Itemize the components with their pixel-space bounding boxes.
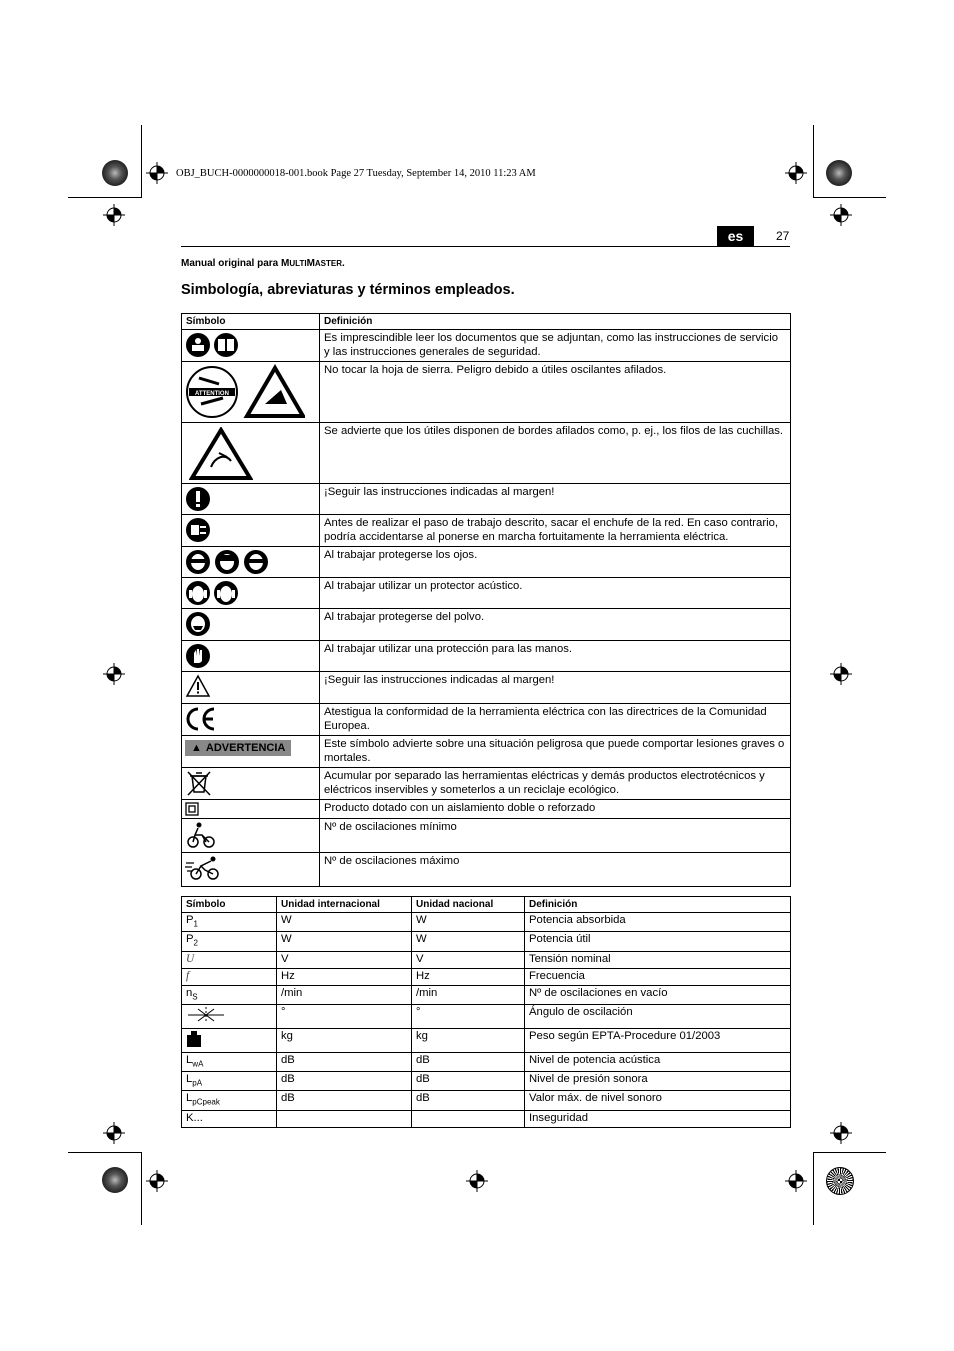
- table-row: [182, 704, 791, 736]
- table-row: [182, 853, 791, 887]
- column-header: Unidad internacional: [277, 897, 412, 913]
- definition-cell: Valor máx. de nivel sonoro: [525, 1091, 791, 1110]
- definition-cell: Frecuencia: [525, 968, 791, 985]
- definition-cell: ¡Seguir las instrucciones indicadas al margen!: [320, 672, 791, 704]
- registration-mark-icon: [103, 204, 125, 226]
- symbol-cell: [182, 1004, 277, 1028]
- table-row: [182, 578, 791, 609]
- attention-blade-icon: [185, 364, 305, 420]
- table-row: [182, 1072, 791, 1091]
- table-row: [182, 484, 791, 515]
- double-insulation-icon: [185, 802, 199, 816]
- symbol-cell: $L_{pA}$: [182, 1072, 277, 1091]
- symbol-cell: U: [182, 951, 277, 968]
- national-unit-cell: /min: [412, 985, 525, 1004]
- definition-cell: Nº de oscilaciones en vacío: [525, 985, 791, 1004]
- definition-cell: Tensión nominal: [525, 951, 791, 968]
- dust-mask-icon: [185, 611, 211, 637]
- page-number: 27: [776, 229, 790, 243]
- definition-cell: No tocar la hoja de sierra. Peligro debido a útiles oscilantes afilados.: [320, 362, 791, 423]
- column-header: Símbolo: [182, 897, 277, 913]
- table-row: [182, 985, 791, 1004]
- definition-cell: Peso según EPTA-Procedure 01/2003: [525, 1028, 791, 1052]
- definition-cell: Potencia útil: [525, 932, 791, 951]
- color-bar-gray-icon: [102, 160, 128, 186]
- national-unit-cell: dB: [412, 1052, 525, 1071]
- crossed-bin-icon: [185, 770, 213, 796]
- intl-unit-cell: Hz: [277, 968, 412, 985]
- table-row: [182, 968, 791, 985]
- intl-unit-cell: W: [277, 932, 412, 951]
- table-header-row: [182, 314, 791, 330]
- definition-cell: Potencia absorbida: [525, 913, 791, 932]
- national-unit-cell: V: [412, 951, 525, 968]
- column-header: Definición: [320, 314, 791, 330]
- table-row: [182, 330, 791, 362]
- national-unit-cell: dB: [412, 1091, 525, 1110]
- header-rule: [181, 246, 790, 247]
- table-row: [182, 362, 791, 423]
- advertencia-label: ▲ ADVERTENCIA: [185, 740, 291, 756]
- table-row: [182, 913, 791, 932]
- read-manual-icon: [185, 332, 241, 358]
- national-unit-cell: kg: [412, 1028, 525, 1052]
- definition-cell: Al trabajar protegerse los ojos.: [320, 547, 791, 578]
- intl-unit-cell: dB: [277, 1091, 412, 1110]
- star-target-icon: [826, 1167, 854, 1195]
- exclamation-icon: [185, 486, 211, 512]
- symbol-cell: $n_S$: [182, 985, 277, 1004]
- ce-mark-icon: [185, 706, 217, 732]
- warning-triangle-icon: [185, 674, 211, 698]
- table-row: [182, 672, 791, 704]
- registration-mark-icon: [830, 663, 852, 685]
- symbol-cell: $L_{pCpeak}$: [182, 1091, 277, 1110]
- registration-mark-icon: [103, 1122, 125, 1144]
- definition-cell: Atestigua la conformidad de la herramienta eléctrica con las directrices de la Comunidad Europea.: [320, 704, 791, 736]
- table-row: [182, 423, 791, 484]
- table-row: [182, 547, 791, 578]
- national-unit-cell: W: [412, 932, 525, 951]
- intl-unit-cell: V: [277, 951, 412, 968]
- hearing-protection-icon: [185, 580, 241, 606]
- intl-unit-cell: dB: [277, 1052, 412, 1071]
- definition-cell: Producto dotado con un aislamiento doble o reforzado: [320, 800, 791, 819]
- definition-cell: Nivel de presión sonora: [525, 1072, 791, 1091]
- warning-triangle-icon: ▲: [191, 742, 202, 754]
- intl-unit-cell: /min: [277, 985, 412, 1004]
- definition-cell: Al trabajar protegerse del polvo.: [320, 609, 791, 641]
- registration-mark-icon: [830, 204, 852, 226]
- definition-cell: Es imprescindible leer los documentos que se adjuntan, como las instrucciones de servicio y las instrucciones generales de seguridad.: [320, 330, 791, 362]
- fast-cyclist-icon: [185, 855, 221, 881]
- table-row: [182, 641, 791, 672]
- sharp-edge-warning-icon: [189, 427, 253, 481]
- definition-cell: Inseguridad: [525, 1110, 791, 1127]
- table-row: [182, 609, 791, 641]
- page-title: Simbología, abreviaturas y términos empleados.: [181, 282, 515, 298]
- registration-mark-icon: [466, 1170, 488, 1192]
- table-row: [182, 951, 791, 968]
- definition-cell: Al trabajar utilizar una protección para las manos.: [320, 641, 791, 672]
- national-unit-cell: [412, 1110, 525, 1127]
- eye-protection-icon: [185, 549, 269, 575]
- file-info-line: OBJ_BUCH-0000000018-001.book Page 27 Tuesday, September 14, 2010 11:23 AM: [176, 168, 536, 179]
- table-row: [182, 1091, 791, 1110]
- definition-cell: Al trabajar utilizar un protector acústico.: [320, 578, 791, 609]
- registration-mark-icon: [830, 1122, 852, 1144]
- symbol-cell: [182, 1028, 277, 1052]
- intl-unit-cell: kg: [277, 1028, 412, 1052]
- definition-cell: Este símbolo advierte sobre una situación peligrosa que puede comportar lesiones graves o mortales.: [320, 736, 791, 768]
- symbol-cell: $P_2$: [182, 932, 277, 951]
- column-header: Unidad nacional: [412, 897, 525, 913]
- symbol-cell: f: [182, 968, 277, 985]
- table-header-row: [182, 897, 791, 913]
- definition-cell: ¡Seguir las instrucciones indicadas al margen!: [320, 484, 791, 515]
- definition-cell: Nivel de potencia acústica: [525, 1052, 791, 1071]
- registration-mark-icon: [785, 1170, 807, 1192]
- registration-mark-icon: [146, 162, 168, 184]
- definition-cell: Nº de oscilaciones máximo: [320, 853, 791, 887]
- table-row: [182, 932, 791, 951]
- table-row: [182, 768, 791, 800]
- intl-unit-cell: °: [277, 1004, 412, 1028]
- weight-icon: [186, 1030, 202, 1048]
- national-unit-cell: W: [412, 913, 525, 932]
- column-header: Símbolo: [182, 314, 320, 330]
- registration-mark-icon: [103, 663, 125, 685]
- symbol-cell: K...: [182, 1110, 277, 1127]
- definition-cell: Se advierte que los útiles disponen de bordes afilados como, p. ej., los filos de las cuchillas.: [320, 423, 791, 484]
- intl-unit-cell: dB: [277, 1072, 412, 1091]
- symbol-cell: $L_{wA}$: [182, 1052, 277, 1071]
- color-bar-gray-icon: [102, 1167, 128, 1193]
- svg-text:ATTENTION: ATTENTION: [195, 391, 229, 397]
- symbols-table: [181, 313, 791, 887]
- definition-cell: Nº de oscilaciones mínimo: [320, 819, 791, 853]
- definition-cell: Antes de realizar el paso de trabajo descrito, sacar el enchufe de la red. En caso contrario, podría accidentarse al ponerse en marcha fortuitamente la herramienta eléctrica.: [320, 515, 791, 547]
- table-row: [182, 1028, 791, 1052]
- table-row: [182, 1004, 791, 1028]
- table-row: [182, 515, 791, 547]
- units-table: [181, 896, 791, 1128]
- color-bar-gray-icon: [826, 160, 852, 186]
- table-row: [182, 736, 791, 768]
- table-row: [182, 819, 791, 853]
- table-row: [182, 1052, 791, 1071]
- oscillation-angle-icon: [186, 1006, 226, 1024]
- registration-mark-icon: [146, 1170, 168, 1192]
- national-unit-cell: Hz: [412, 968, 525, 985]
- national-unit-cell: °: [412, 1004, 525, 1028]
- column-header: Definición: [525, 897, 791, 913]
- registration-mark-icon: [785, 162, 807, 184]
- gloves-icon: [185, 643, 211, 669]
- unplug-icon: [185, 517, 211, 543]
- intl-unit-cell: [277, 1110, 412, 1127]
- national-unit-cell: dB: [412, 1072, 525, 1091]
- intl-unit-cell: W: [277, 913, 412, 932]
- symbol-cell: $P_1$: [182, 913, 277, 932]
- definition-cell: Acumular por separado las herramientas eléctricas y demás productos electrotécnicos y eléctricos inservibles y someterlos a un reciclaje ecológico.: [320, 768, 791, 800]
- language-badge: es: [717, 226, 754, 246]
- table-row: [182, 1110, 791, 1127]
- manual-subtitle: Manual original para MULTIMASTER.: [181, 258, 345, 269]
- table-row: [182, 800, 791, 819]
- slow-cyclist-icon: [185, 821, 217, 849]
- definition-cell: Ángulo de oscilación: [525, 1004, 791, 1028]
